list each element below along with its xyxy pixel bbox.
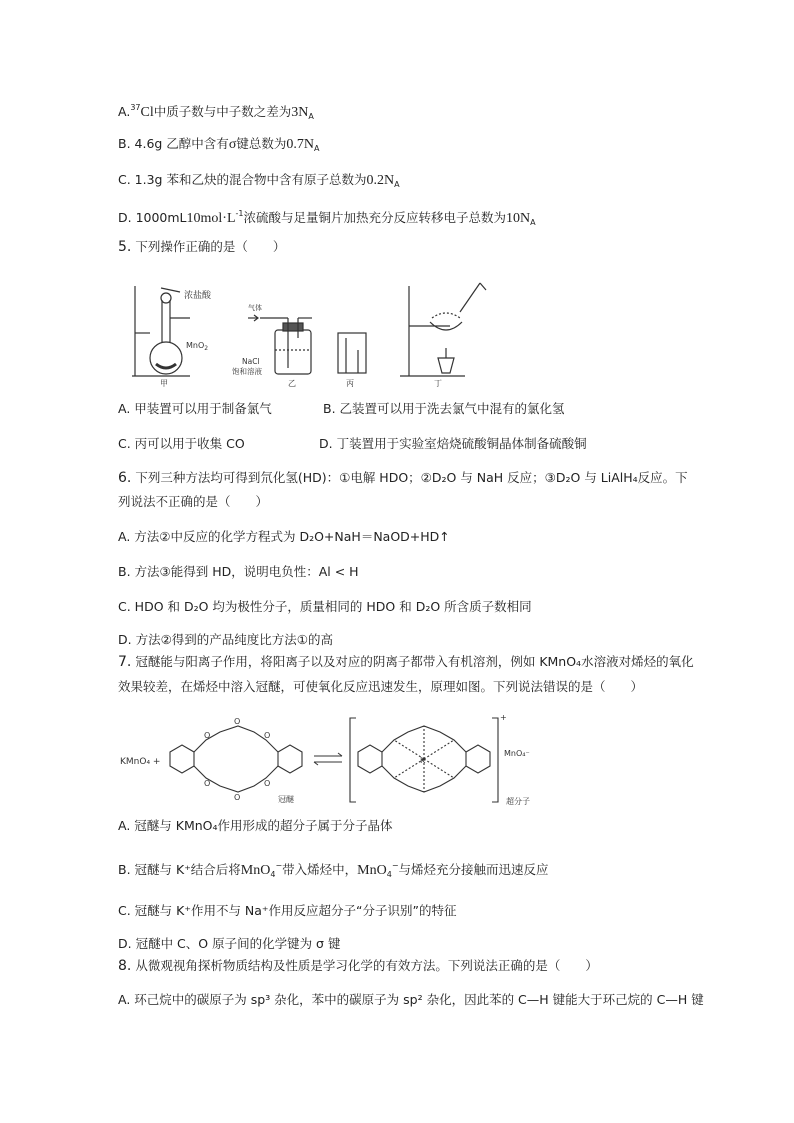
crown-ether-molecule [170, 726, 302, 792]
q5-option-d: D. 丁装置用于实验室焙烧硫酸铜晶体制备硫酸铜 [319, 436, 587, 451]
q6-option-b: B. 方法③能得到 HD，说明电负性：Al < H [118, 564, 359, 579]
q8-option-a: A. 环己烷中的碳原子为 sp³ 杂化，苯中的碳原子为 sp² 杂化，因此苯的 C—H 键能大于环己烷的 C—H 键 [118, 992, 704, 1007]
q7-crown-ether-figure [120, 712, 560, 808]
q4-option-a: A.$^{37}$Cl中质子数与中子数之差为$3N_A$ [118, 103, 314, 121]
label-saturated: 饱和溶液 [232, 367, 262, 376]
q6-option-a: A. 方法②中反应的化学方程式为 D₂O+NaH＝NaOD+HD↑ [118, 529, 450, 544]
label-k: K [420, 756, 426, 765]
q4-option-b: B. 4.6g 乙醇中含有σ键总数为$0.7N_A$ [118, 136, 320, 153]
label-bing: 丙 [346, 379, 354, 388]
label-crown: 冠醚 [278, 795, 294, 804]
q8-stem: 8. 从微观视角探析物质结构及性质是学习化学的有效方法。下列说法正确的是（ ） [118, 958, 598, 974]
equilibrium-arrow [314, 753, 342, 765]
apparatus-bing [338, 333, 366, 373]
q4-option-c: C. 1.3g 苯和乙炔的混合物中含有原子总数为$0.2N_A$ [118, 172, 400, 189]
label-hcl: 浓盐酸 [184, 291, 212, 301]
label-yi: 乙 [288, 379, 296, 388]
q7-option-b: B. 冠醚与 K⁺结合后将MnO$_4$−带入烯烃中，MnO$_4$−与烯烃充分接触而迅速反应 [118, 861, 549, 879]
q5-apparatus-figure [120, 278, 520, 390]
label-mno2: MnO$_2$ [186, 341, 209, 352]
q7-option-d: D. 冠醚中 C、O 原子间的化学键为 σ 键 [118, 936, 341, 951]
label-mno4-figure: MnO₄⁻ [504, 749, 530, 758]
svg-text:O: O [264, 731, 271, 740]
label-kmno4: KMnO₄ + [120, 757, 161, 767]
svg-text:O: O [264, 779, 271, 788]
label-gas: 气体 [248, 304, 262, 312]
apparatus-jia [132, 286, 190, 376]
crown-oxygen-labels [204, 717, 270, 802]
q7-option-a: A. 冠醚与 KMnO₄作用形成的超分子属于分子晶体 [118, 818, 393, 833]
q5-option-c: C. 丙可以用于收集 CO [118, 436, 245, 451]
label-ding: 丁 [434, 379, 442, 388]
svg-text:O: O [234, 793, 241, 802]
q6-stem-line2: 列说法不正确的是（ ） [118, 494, 269, 509]
q5-stem: 5. 下列操作正确的是（ ） [118, 239, 286, 255]
label-supramolecule: 超分子 [506, 797, 530, 806]
q5-option-b: B. 乙装置可以用于洗去氯气中混有的氯化氢 [323, 401, 565, 416]
q4-option-d: D. $1000mL10mol\cdot L^{-1}$浓硫酸与足量铜片加热充分反应转移电子总数为$10N_A$ [118, 209, 536, 227]
svg-text:O: O [204, 779, 211, 788]
apparatus-ding [400, 283, 486, 376]
svg-text:O: O [204, 731, 211, 740]
q7-stem-line2: 效果较差，在烯烃中溶入冠醚，可使氧化反应迅速发生，原理如图。下列说法错误的是（ ） [118, 679, 644, 694]
q7-option-c: C. 冠醚与 K⁺作用不与 Na⁺作用反应超分子“分子识别”的特征 [118, 903, 457, 918]
q5-option-a: A. 甲装置可以用于制备氯气 [118, 401, 272, 416]
q6-option-d: D. 方法②得到的产品纯度比方法①的高 [118, 632, 333, 647]
label-charge: + [500, 713, 507, 722]
q6-stem-line1: 6. 下列三种方法均可得到氘化氢(HD)：①电解 HDO；②D₂O 与 NaH 反应；③D₂O 与 LiAlH₄反应。下 [118, 470, 688, 486]
q6-option-c: C. HDO 和 D₂O 均为极性分子，质量相同的 HDO 和 D₂O 所含质子数相同 [118, 599, 532, 614]
label-nacl: NaCl [242, 357, 260, 366]
svg-text:O: O [234, 717, 241, 726]
label-jia: 甲 [160, 379, 168, 388]
q7-stem-line1: 7. 冠醚能与阳离子作用，将阳离子以及对应的阴离子都带入有机溶剂，例如 KMnO₄水溶液对烯烃的氧化 [118, 654, 694, 670]
